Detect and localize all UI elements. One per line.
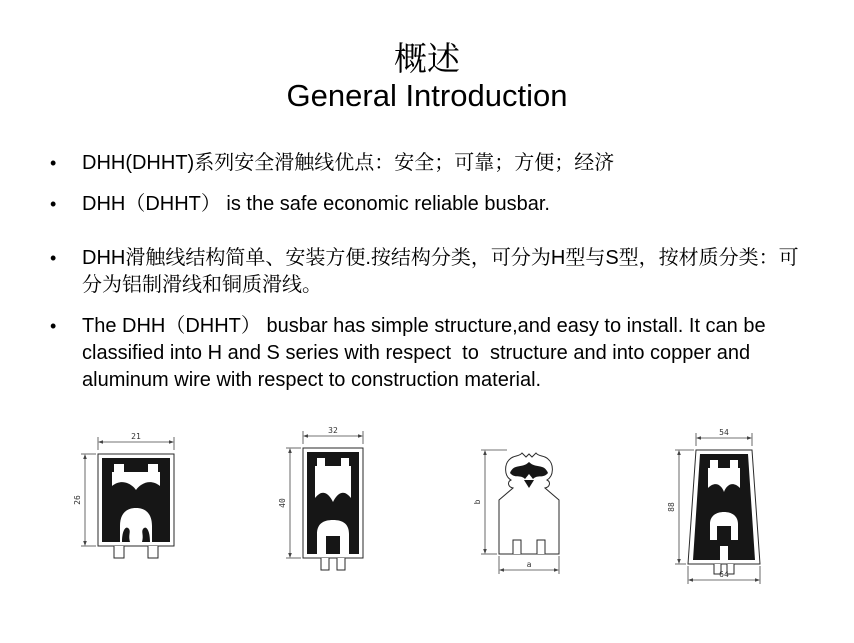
bullet-marker: •	[50, 152, 57, 173]
bullet-item	[46, 245, 818, 299]
dimension-label: 32	[328, 426, 339, 435]
bullet-marker: •	[50, 247, 57, 268]
bullet-list	[46, 150, 818, 394]
page-title-zh: 概述	[394, 39, 460, 78]
dimension-label: 88	[666, 502, 676, 512]
dimension-label: 54	[719, 428, 729, 437]
busbar-profile-diagram-1	[56, 424, 206, 594]
dimension-label: 21	[131, 432, 141, 441]
dimension-label: a	[526, 560, 532, 569]
bullet-text: The DHH（DHHT） busbar has simple structure,and easy to install. It can be classified into H and S series with respect to structure and into copper and aluminum wire with respect to construction material.	[82, 314, 772, 391]
bullet-text: DHH（DHHT） is the safe economic reliable busbar.	[82, 192, 550, 215]
page-title-en: General Introduction	[286, 77, 568, 113]
busbar-profile-diagram-2	[253, 424, 403, 594]
bullet-marker: •	[50, 193, 57, 214]
bullet-text: DHH(DHHT)系列安全滑触线优点：安全；可靠；方便；经济	[82, 151, 615, 174]
dimension-label: 40	[278, 498, 288, 508]
dimension-label: b	[472, 499, 482, 505]
dimension-label: 26	[73, 495, 82, 505]
bullet-item	[46, 191, 818, 218]
bullet-text: DHH滑触线结构简单、安装方便.按结构分类，可分为H型与S型，按材质分类：可分为铝制滑线和铜质滑线。	[82, 246, 799, 296]
profile-diagram-row	[0, 424, 854, 594]
title-block	[0, 0, 854, 114]
busbar-profile-diagram-4	[648, 424, 798, 594]
busbar-profile-diagram-3	[451, 424, 601, 594]
bullet-marker: •	[50, 315, 57, 336]
dimension-label: 64	[719, 570, 729, 579]
bullet-item	[46, 150, 818, 177]
bullet-item	[46, 313, 818, 394]
